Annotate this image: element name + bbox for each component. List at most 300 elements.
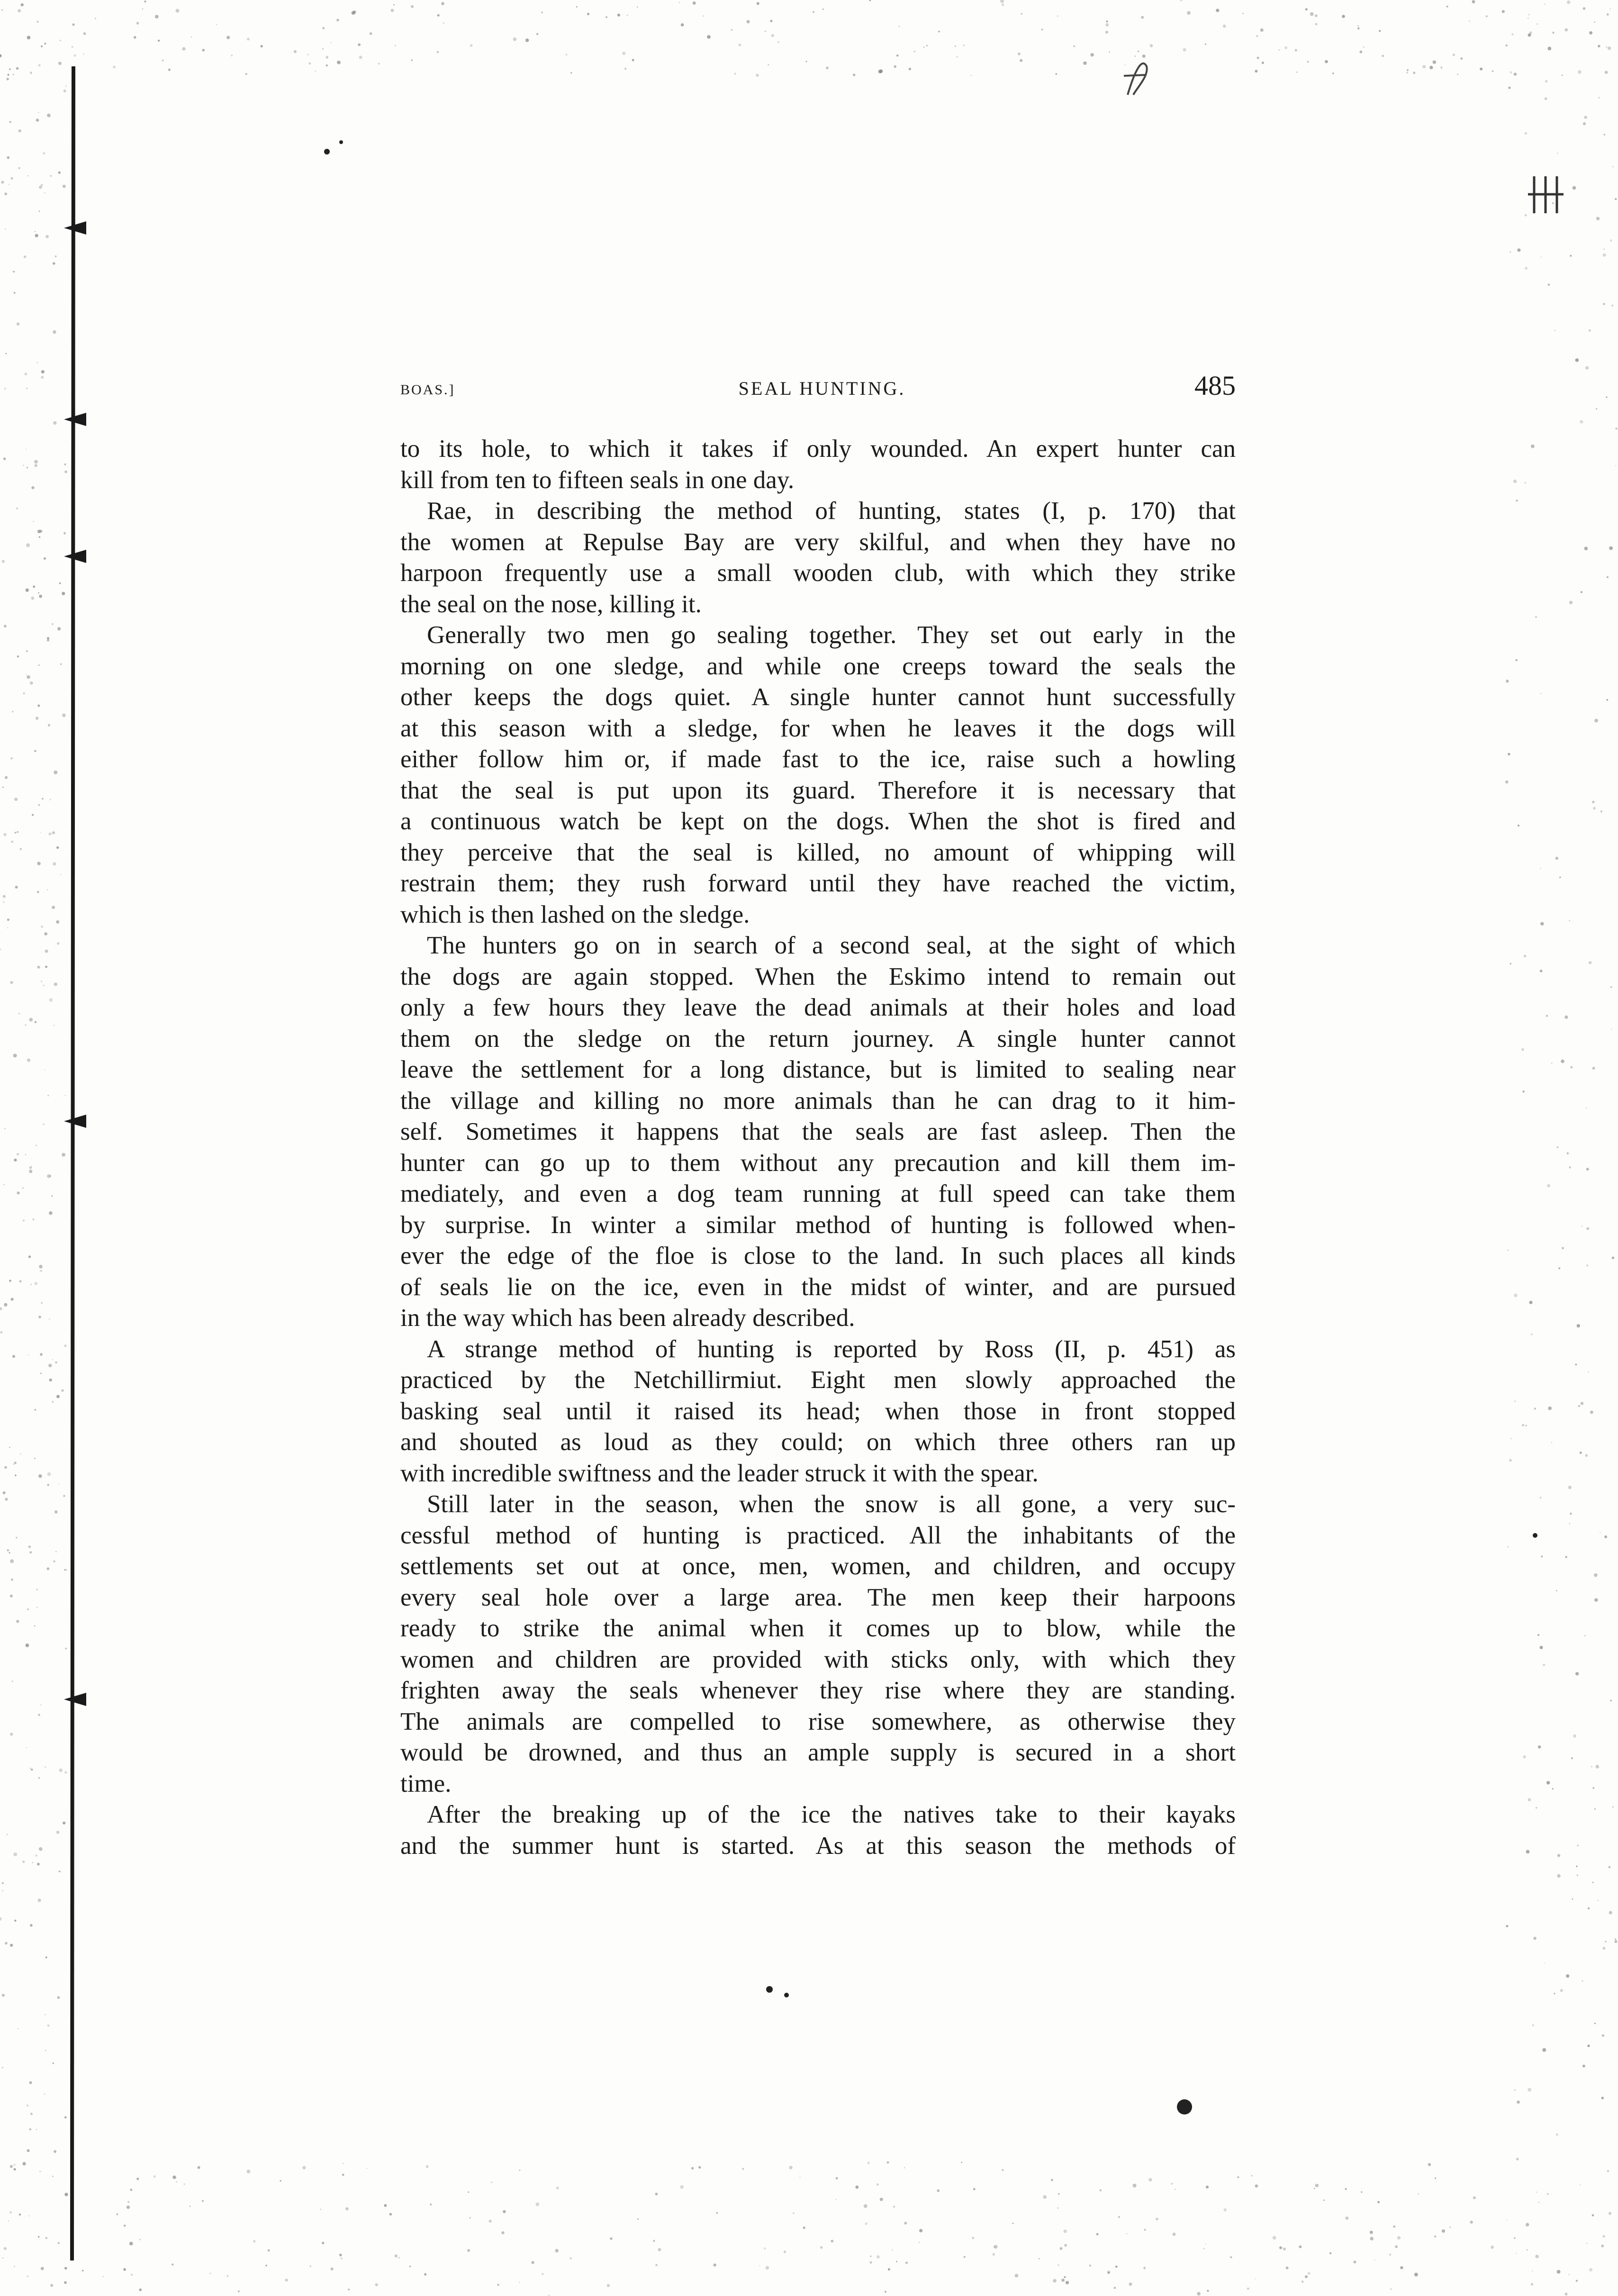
scan-speck [1532, 2270, 1533, 2271]
scan-speck [855, 2186, 859, 2189]
scan-speck [1346, 2216, 1349, 2220]
scan-speck [1138, 51, 1139, 52]
scan-speck [16, 67, 18, 70]
text-line: which is then lashed on the sledge. [400, 900, 750, 928]
scan-speck [2, 1994, 5, 1997]
scan-speck [1058, 2264, 1059, 2266]
scan-speck [26, 544, 30, 547]
ink-blot [1533, 1533, 1537, 1538]
scan-speck [14, 1461, 17, 1464]
scan-speck [58, 2242, 60, 2244]
scan-speck [64, 2267, 67, 2270]
scan-speck [44, 557, 46, 560]
scan-speck [1506, 1925, 1508, 1927]
scan-speck [3, 895, 6, 898]
scan-speck [1576, 2280, 1578, 2282]
scan-speck [771, 34, 774, 37]
scan-speck [22, 1860, 25, 1863]
scan-speck [64, 2193, 68, 2196]
scan-speck [23, 465, 24, 466]
scan-speck [1514, 2089, 1516, 2091]
scan-speck [1573, 1734, 1576, 1738]
scan-speck [268, 2249, 270, 2251]
scan-speck [40, 1353, 43, 1356]
scan-speck [326, 64, 328, 67]
scan-speck [30, 681, 33, 685]
scan-speck [1569, 601, 1573, 604]
scan-speck [1603, 1947, 1606, 1950]
ink-blot [1177, 2099, 1192, 2114]
scan-speck [44, 2093, 45, 2095]
scan-speck [54, 982, 58, 986]
scan-speck [36, 717, 39, 720]
scan-speck [994, 2245, 998, 2249]
scan-speck [10, 1733, 13, 1736]
scan-speck [1577, 1845, 1579, 1846]
scan-speck [36, 1588, 38, 1590]
scan-speck [1124, 64, 1125, 65]
scan-speck [1, 181, 4, 184]
scan-speck [1564, 1016, 1568, 1019]
scan-speck [38, 592, 39, 594]
scan-speck [5, 353, 7, 354]
scan-speck [33, 586, 35, 588]
scan-speck [37, 705, 40, 707]
scan-speck [3, 1184, 5, 1185]
scan-speck [1612, 1257, 1615, 1260]
scan-speck [11, 1298, 14, 1301]
scan-speck [36, 2129, 37, 2130]
scan-speck [9, 121, 11, 123]
scan-speck [1593, 1787, 1594, 1788]
scan-speck [3, 902, 4, 903]
scan-speck [1521, 1048, 1524, 1051]
scan-speck [1608, 46, 1611, 50]
scan-speck [470, 44, 473, 47]
scan-speck [64, 471, 67, 473]
scan-speck [1604, 1535, 1607, 1538]
scan-speck [52, 906, 55, 909]
scan-speck [366, 2168, 367, 2169]
scan-speck [570, 72, 572, 73]
scan-speck [1557, 1874, 1560, 1878]
text-line: A strange method of hunting is reported by Ross (II, p. 451) as [427, 1335, 1236, 1363]
scan-speck [1114, 2287, 1116, 2289]
scan-speck [26, 1643, 29, 1647]
scan-speck [1106, 20, 1108, 22]
scan-speck [210, 2273, 211, 2274]
scan-speck [555, 2249, 559, 2253]
text-line: they perceive that the seal is killed, no amount of whipping will [400, 838, 1236, 866]
scan-speck [766, 2266, 769, 2270]
scan-speck [29, 2128, 31, 2130]
scan-speck [48, 724, 50, 726]
scan-speck [15, 886, 18, 889]
scan-speck [1594, 2023, 1596, 2024]
scan-speck [60, 663, 62, 665]
scan-speck [1559, 877, 1561, 878]
scan-speck [1363, 46, 1365, 48]
scan-speck [1567, 1152, 1569, 1154]
text-line: the seal on the nose, killing it. [400, 590, 702, 618]
ink-blot [339, 140, 343, 144]
scan-speck [1107, 2270, 1110, 2273]
scan-speck [1586, 1227, 1589, 1230]
scan-speck [1382, 55, 1384, 57]
scan-speck [7, 918, 9, 921]
scan-speck [1002, 2169, 1003, 2171]
scan-speck [17, 1191, 20, 1194]
scan-speck [1469, 20, 1470, 22]
scan-speck [384, 2204, 387, 2207]
scan-speck [971, 75, 972, 76]
scan-speck [345, 2207, 349, 2211]
scan-speck [39, 595, 42, 598]
scan-speck [154, 2175, 156, 2178]
scan-speck [12, 1355, 15, 1358]
scan-speck [1510, 71, 1512, 73]
scan-speck [102, 2276, 103, 2277]
scan-speck [1540, 868, 1541, 869]
scan-speck [35, 1282, 37, 1285]
scan-speck [9, 68, 11, 70]
scan-speck [1514, 2237, 1515, 2239]
scan-speck [1453, 54, 1455, 56]
scan-speck [7, 1834, 8, 1835]
scan-speck [50, 2284, 53, 2287]
text-line: leave the settlement for a long distance, but is limited to sealing near [400, 1056, 1236, 1083]
scan-speck [1517, 2101, 1520, 2104]
scan-speck [1598, 1900, 1599, 1901]
scan-speck [26, 674, 27, 675]
scan-speck [64, 1771, 67, 1774]
scan-speck [198, 2166, 200, 2169]
scan-speck [37, 862, 40, 865]
scan-speck [853, 73, 855, 76]
scan-speck [503, 2210, 506, 2213]
paragraph [400, 930, 1236, 1334]
scan-speck [1389, 2253, 1392, 2256]
scan-speck [58, 172, 61, 174]
scan-speck [1593, 807, 1596, 810]
scan-speck [4, 2247, 7, 2250]
scan-speck [28, 175, 29, 176]
scan-speck [32, 1862, 33, 1863]
scan-speck [1589, 2268, 1592, 2271]
scan-speck [836, 2199, 837, 2200]
scan-speck [34, 1458, 36, 1459]
scan-speck [34, 1625, 35, 1626]
scan-speck [1039, 2258, 1040, 2260]
scan-speck [1251, 2175, 1253, 2177]
scan-speck [1529, 31, 1532, 34]
scan-speck [1203, 2248, 1205, 2250]
scan-speck [9, 1552, 10, 1553]
scan-speck [302, 2166, 306, 2169]
scan-speck [33, 1218, 35, 1220]
scan-speck [26, 589, 29, 592]
paragraph [400, 620, 1236, 930]
scan-speck [1020, 59, 1022, 62]
text-line: The hunters go on in search of a second seal, at the sight of which [427, 932, 1236, 959]
scan-speck [691, 2167, 694, 2169]
scan-speck [9, 184, 10, 185]
scan-speck [1406, 72, 1408, 73]
scan-speck [13, 1054, 17, 1058]
text-line: cessful method of hunting is practiced. All the inhabitants of the [400, 1521, 1236, 1549]
scan-speck [59, 1769, 63, 1772]
scan-speck [1066, 2281, 1069, 2284]
scan-speck [1552, 32, 1554, 34]
scan-speck [1173, 2232, 1176, 2236]
scan-speck [18, 1013, 20, 1014]
text-line: Rae, in describing the method of hunting, states (I, p. 170) that [427, 497, 1236, 525]
scan-speck [879, 69, 883, 73]
paragraph [400, 1334, 1236, 1489]
scan-speck [655, 2264, 657, 2266]
scan-speck [531, 2261, 534, 2264]
scan-speck [9, 1280, 11, 1282]
scan-speck [1540, 922, 1544, 926]
scan-speck [53, 330, 56, 334]
scan-speck [72, 23, 75, 26]
scan-speck [1148, 2178, 1152, 2181]
scan-speck [325, 56, 328, 59]
scan-speck [41, 1705, 42, 1706]
scan-speck [131, 2274, 133, 2276]
scan-speck [168, 69, 171, 71]
scan-speck [35, 234, 38, 237]
scan-speck [63, 185, 66, 188]
scan-speck [1433, 60, 1437, 64]
scan-speck [1525, 482, 1526, 483]
scan-speck [1295, 49, 1297, 51]
paragraph [400, 434, 1236, 496]
scan-speck [1560, 1989, 1563, 1992]
scan-speck [2, 1890, 3, 1891]
scan-speck [1604, 249, 1605, 250]
scan-speck [57, 627, 61, 630]
scan-speck [38, 64, 41, 66]
scan-speck [606, 16, 607, 18]
scan-speck [789, 2166, 792, 2169]
scan-speck [28, 1545, 31, 1548]
scan-speck [994, 2246, 995, 2248]
scan-speck [0, 1307, 2, 1310]
scan-speck [1535, 617, 1537, 618]
scan-speck [1532, 2024, 1534, 2026]
scan-speck [25, 1154, 27, 1156]
scan-speck [1505, 45, 1508, 47]
scan-speck [1516, 499, 1518, 501]
scan-speck [1115, 2266, 1118, 2268]
scan-speck [7, 1549, 9, 1551]
scan-speck [868, 2161, 870, 2164]
scan-speck [27, 467, 28, 468]
scan-speck [1057, 2207, 1058, 2208]
scan-speck [1615, 198, 1617, 200]
scan-speck [56, 846, 59, 849]
scan-speck [54, 2150, 56, 2153]
running-head-author: BOAS.] [400, 382, 455, 398]
scan-speck [1407, 69, 1409, 71]
scan-speck [7, 927, 8, 928]
scan-speck [1056, 73, 1058, 75]
text-line: to its hole, to which it takes if only wounded. An expert hunter can [400, 435, 1236, 463]
scan-speck [330, 2268, 334, 2271]
scan-speck [1441, 67, 1443, 69]
scan-speck [1605, 71, 1608, 74]
scan-speck [869, 0, 871, 1]
scan-speck [1508, 1250, 1509, 1251]
scan-speck [64, 463, 66, 465]
scan-speck [41, 980, 42, 982]
scan-speck [632, 59, 634, 61]
scan-speck [342, 2174, 344, 2176]
scan-speck [65, 1569, 67, 1570]
scan-speck [1606, 46, 1607, 47]
scan-speck [19, 2214, 21, 2216]
scan-speck [587, 13, 589, 15]
scan-speck [1043, 2195, 1047, 2199]
scan-speck [1359, 51, 1362, 54]
scan-speck [1570, 1066, 1573, 1069]
scan-speck [1537, 23, 1538, 25]
scan-speck [885, 2291, 886, 2293]
scan-speck [1247, 2287, 1249, 2290]
scan-speck [655, 2193, 658, 2196]
scan-speck [716, 2212, 718, 2214]
scan-speck [48, 1364, 52, 1367]
text-line: of seals lie on the ice, even in the midst of winter, and are pursued [400, 1273, 1236, 1301]
scan-speck [1564, 28, 1568, 32]
scan-speck [134, 36, 136, 38]
scan-speck [16, 508, 18, 509]
scan-speck [1129, 2283, 1132, 2286]
scan-speck [738, 44, 741, 46]
scan-speck [1587, 2044, 1590, 2047]
scan-speck [1548, 284, 1550, 286]
scan-speck [680, 2185, 684, 2188]
scan-speck [1395, 2245, 1398, 2248]
scan-speck [36, 118, 39, 122]
scan-speck [60, 874, 61, 875]
scan-speck [826, 66, 829, 69]
scan-speck [869, 2261, 872, 2264]
scan-speck [61, 1389, 63, 1392]
scan-speck [693, 1, 696, 5]
text-line: that the seal is put upon its guard. Therefore it is necessary that [400, 776, 1236, 804]
scan-speck [1510, 963, 1511, 964]
scan-speck [0, 1331, 2, 1334]
scan-speck [41, 45, 43, 47]
scan-speck [535, 2203, 539, 2206]
scan-speck [923, 46, 924, 48]
scan-speck [23, 692, 25, 694]
scan-speck [43, 985, 44, 986]
scan-speck [1486, 15, 1488, 17]
scan-speck [1323, 2199, 1325, 2201]
scan-speck [4, 625, 7, 627]
scan-speck [491, 2181, 492, 2183]
scan-speck [14, 292, 16, 294]
scan-speck [29, 2215, 30, 2216]
scan-speck [793, 2213, 794, 2214]
scan-speck [1573, 186, 1576, 190]
scan-speck [1361, 2191, 1363, 2193]
scan-speck [43, 152, 45, 154]
scan-speck [878, 70, 882, 73]
scan-speck [411, 5, 414, 8]
scan-speck [4, 1466, 7, 1469]
scan-speck [40, 832, 41, 833]
scan-speck [34, 750, 36, 753]
scan-speck [47, 1174, 51, 1178]
scan-speck [904, 2222, 907, 2224]
margin-mark [64, 550, 86, 563]
scan-speck [1526, 2223, 1529, 2226]
scan-speck [992, 2253, 995, 2256]
scan-speck [62, 592, 65, 595]
scan-speck [1523, 1755, 1526, 1759]
scan-speck [27, 2276, 28, 2278]
scan-speck [19, 1280, 22, 1282]
scan-speck [1570, 255, 1572, 257]
scan-speck [1105, 31, 1108, 34]
scan-speck [777, 41, 779, 43]
scan-speck [172, 2176, 176, 2179]
scan-speck [1586, 1264, 1588, 1266]
scan-speck [1059, 2247, 1062, 2250]
scan-speck [307, 54, 308, 55]
scan-speck [39, 210, 40, 212]
scan-speck [18, 9, 21, 12]
text-line: frighten away the seals whenever they rise where they are standing. [400, 1677, 1236, 1704]
scan-speck [1296, 72, 1298, 73]
scan-speck [1325, 60, 1328, 64]
scan-speck [45, 2237, 47, 2239]
scan-speck [4, 1128, 6, 1129]
scan-speck [1547, 47, 1551, 51]
scan-speck [39, 1265, 43, 1269]
scan-speck [1429, 66, 1433, 69]
scan-speck [375, 2283, 378, 2286]
scan-speck [1002, 3, 1004, 6]
scan-speck [34, 460, 38, 464]
scan-speck [1083, 62, 1086, 65]
scan-speck [83, 32, 86, 35]
scan-speck [37, 362, 38, 363]
scan-speck [1064, 2230, 1067, 2233]
scan-speck [130, 2189, 132, 2191]
text-line: only a few hours they leave the dead animals at their holes and load [400, 994, 1236, 1021]
scan-speck [679, 2, 680, 3]
scan-speck [11, 177, 13, 180]
scan-speck [1592, 801, 1594, 803]
scan-speck [37, 530, 41, 533]
scan-speck [1615, 1939, 1616, 1940]
scan-speck [1480, 68, 1482, 71]
scan-speck [1602, 2034, 1604, 2037]
text-line: ever the edge of the floe is close to the land. In such places all kinds [400, 1242, 1236, 1270]
scan-speck [1609, 2212, 1611, 2215]
scan-speck [576, 6, 578, 8]
scan-speck [1535, 2255, 1539, 2259]
scan-speck [65, 1648, 67, 1650]
scan-speck [1353, 2260, 1356, 2263]
scan-speck [39, 2171, 41, 2172]
scan-speck [1537, 1634, 1539, 1636]
